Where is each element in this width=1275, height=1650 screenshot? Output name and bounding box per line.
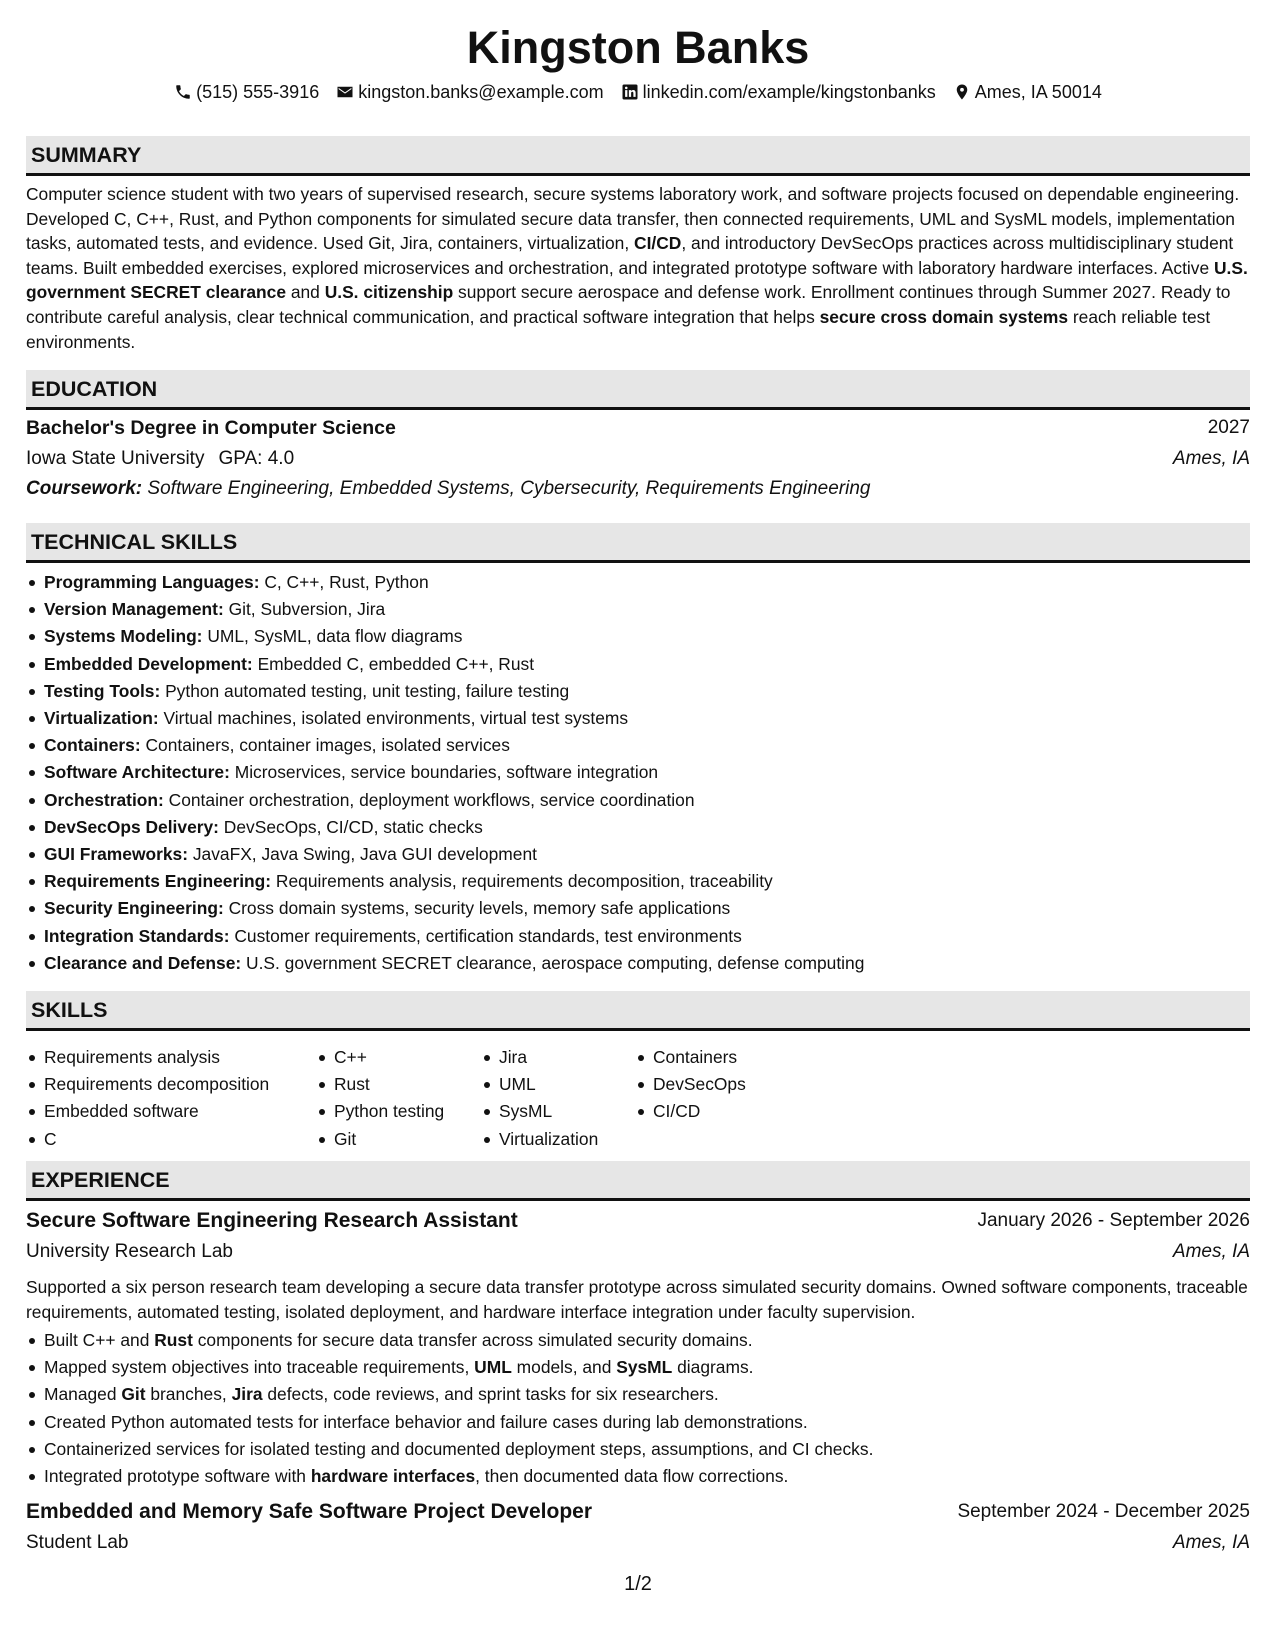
list-item	[26, 1409, 1250, 1436]
bullet-bold: SysML	[616, 1357, 673, 1378]
list-item: Requirements decomposition	[26, 1071, 316, 1098]
summary-part: , and introductory DevSecOps practices across multidisciplinary student teams. Built embedded exercises, explored microservices and orchestration, and integrated prototype software with laboratory hardware interfaces. Active	[26, 233, 1234, 278]
job-dates: September 2024 - December 2025	[957, 1501, 1250, 1522]
job-title: Secure Software Engineering Research Assistant	[26, 1209, 518, 1232]
summary-bold: U.S. government SECRET clearance	[26, 257, 1248, 303]
job-title: Embedded and Memory Safe Software Project Developer	[26, 1500, 592, 1523]
list-item: Git	[316, 1126, 481, 1153]
bullet-bold: Rust	[154, 1330, 193, 1350]
skill-values: Python automated testing, unit testing, failure testing	[160, 680, 570, 701]
skills-column	[481, 1044, 635, 1153]
list-item	[26, 1463, 1250, 1490]
summary-part: and	[286, 282, 325, 303]
skill-category: Embedded Development:	[44, 653, 253, 674]
skill-category: Requirements Engineering:	[44, 871, 272, 892]
list-item: Containers	[635, 1044, 815, 1071]
bullet-bold: hardware interfaces	[310, 1466, 476, 1487]
coursework-label: Coursework:	[26, 478, 143, 499]
degree-title: Bachelor's Degree in Computer Science	[26, 417, 396, 439]
list-item: CI/CD	[635, 1098, 815, 1125]
contact-phone[interactable]	[174, 80, 319, 104]
list-item	[26, 1354, 1250, 1381]
summary-part: Computer science student with two years of supervised research, secure systems laboratory work, and software projects focused on dependable engineering. Developed C, C++, Rust, and Python components for simulated secure data transfer, then connected requirements, UML and SysML models, implementation tasks, automated tests, and evidence. Used Git, Jira, containers, virtualization,	[26, 184, 1240, 254]
bullet-text: Integrated prototype software with	[44, 1466, 311, 1487]
skill-values: C, C++, Rust, Python	[259, 572, 429, 592]
experience-1-row-2	[26, 1240, 1250, 1265]
bullet-text: Containerized services for isolated testing and documented deployment steps, assumptions, and CI checks.	[44, 1438, 874, 1459]
list-item: Requirements analysis	[26, 1044, 316, 1071]
skill-values: Embedded C, embedded C++, Rust	[252, 653, 535, 674]
skill-values: UML, SysML, data flow diagrams	[202, 626, 463, 647]
list-item: C++	[316, 1044, 481, 1071]
skills-column	[635, 1044, 815, 1153]
job-organization: University Research Lab	[26, 1241, 233, 1262]
skill-category: Programming Languages:	[44, 572, 260, 592]
contact-linkedin[interactable]	[621, 80, 936, 104]
section-header-technical-skills: TECHNICAL SKILLS	[26, 523, 1250, 563]
skills-column	[316, 1044, 481, 1153]
list-item: SysML	[481, 1098, 635, 1125]
skill-values: DevSecOps, CI/CD, static checks	[218, 816, 483, 837]
list-item: DevSecOps	[635, 1071, 815, 1098]
skill-values: Customer requirements, certification standards, test environments	[229, 925, 742, 946]
job-description: Supported a six person research team developing a secure data transfer prototype across simulated security domains. Owned software components, traceable requirements, automated testing, isolated deployment, and hardware interface integration under faculty supervision.	[26, 1277, 1248, 1322]
experience-2-row-1	[26, 1500, 1250, 1525]
list-item	[26, 651, 1250, 678]
list-item: Jira	[481, 1044, 635, 1071]
section-header-summary: SUMMARY	[26, 136, 1250, 176]
school-line	[26, 447, 294, 472]
list-item	[26, 596, 1250, 623]
summary-bold: U.S. citizenship	[324, 282, 454, 303]
list-item	[26, 1327, 1250, 1354]
list-item	[26, 732, 1250, 759]
skill-category: DevSecOps Delivery:	[44, 816, 219, 837]
list-item	[26, 678, 1250, 705]
list-item	[26, 814, 1250, 841]
bullet-bold: Jira	[231, 1384, 263, 1405]
experience-2-row-2	[26, 1531, 1250, 1556]
skill-category: Clearance and Defense:	[44, 952, 242, 973]
page-number: 1/2	[624, 1573, 652, 1595]
summary-part: support secure aerospace and defense work. Enrollment continues through Summer 2027. Ready to contribute careful analysis, clear technical communication, and practical software integration that helps	[26, 282, 1231, 327]
section-header-skills: SKILLS	[26, 991, 1250, 1031]
skill-values: Requirements analysis, requirements decomposition, traceability	[271, 871, 773, 892]
bullet-text: Created Python automated tests for interface behavior and failure cases during lab demonstrations.	[44, 1411, 808, 1432]
list-item: UML	[481, 1071, 635, 1098]
job-bullets	[26, 1327, 1250, 1490]
bullet-text: branches,	[145, 1384, 232, 1405]
list-item	[26, 759, 1250, 786]
coursework-list: Software Engineering, Embedded Systems, Cybersecurity, Requirements Engineering	[142, 478, 871, 499]
job-dates: January 2026 - September 2026	[977, 1210, 1250, 1231]
bullet-text: models, and	[511, 1357, 617, 1378]
location-text: Ames, IA 50014	[974, 82, 1102, 102]
technical-skills-list	[26, 569, 1250, 977]
summary-bold: secure cross domain systems	[819, 306, 1069, 327]
list-item	[26, 705, 1250, 732]
email-text: kingston.banks@example.com	[358, 82, 604, 102]
phone-text: (515) 555-3916	[196, 82, 320, 102]
bullet-text: Managed	[44, 1384, 122, 1405]
candidate-name: Kingston Banks	[466, 22, 810, 73]
skill-category: GUI Frameworks:	[44, 844, 188, 865]
education-row-2	[26, 447, 1250, 472]
skill-values: JavaFX, Java Swing, Java GUI development	[188, 844, 537, 865]
education-row-1	[26, 416, 1250, 441]
list-item	[26, 841, 1250, 868]
list-item: C	[26, 1126, 316, 1153]
skill-category: Version Management:	[44, 599, 224, 620]
list-item	[26, 950, 1250, 977]
skill-values: Virtual machines, isolated environments, virtual test systems	[158, 708, 629, 729]
skill-category: Virtualization:	[44, 708, 159, 729]
list-item	[26, 787, 1250, 814]
bullet-text: , then documented data flow corrections.	[475, 1466, 789, 1487]
coursework	[26, 477, 1250, 501]
list-item	[26, 623, 1250, 650]
section-header-experience: EXPERIENCE	[26, 1161, 1250, 1201]
skill-values: U.S. government SECRET clearance, aerospace computing, defense computing	[241, 952, 865, 973]
gpa: GPA: 4.0	[218, 448, 295, 469]
list-item	[26, 569, 1250, 596]
summary-part: reach reliable test environments.	[26, 306, 1211, 352]
skill-category: Containers:	[44, 735, 141, 756]
skill-category: Systems Modeling:	[44, 626, 203, 647]
section-header-education: EDUCATION	[26, 370, 1250, 410]
list-item: Virtualization	[481, 1126, 635, 1153]
list-item	[26, 895, 1250, 922]
skill-category: Testing Tools:	[44, 680, 161, 701]
summary-text	[26, 182, 1250, 354]
envelope-icon	[336, 83, 354, 101]
resume-page	[26, 0, 1250, 1650]
bullet-text: diagrams.	[672, 1357, 754, 1378]
phone-icon	[174, 83, 192, 101]
job-organization: Student Lab	[26, 1532, 129, 1553]
map-pin-icon	[953, 83, 971, 101]
school-name: Iowa State University	[26, 448, 205, 469]
skill-values: Cross domain systems, security levels, memory safe applications	[223, 898, 731, 919]
skill-category: Integration Standards:	[44, 925, 230, 946]
skill-values: Microservices, service boundaries, software integration	[229, 762, 659, 783]
linkedin-text: linkedin.com/example/kingstonbanks	[642, 82, 936, 102]
skill-category: Security Engineering:	[44, 898, 224, 919]
contact-email[interactable]	[336, 80, 603, 104]
skill-values: Git, Subversion, Jira	[223, 599, 386, 620]
skills-grid	[26, 1044, 815, 1153]
list-item	[26, 923, 1250, 950]
bullet-text: components for secure data transfer across simulated security domains.	[192, 1330, 753, 1350]
skill-values: Containers, container images, isolated services	[140, 735, 510, 756]
list-item: Python testing	[316, 1098, 481, 1125]
skill-category: Software Architecture:	[44, 762, 230, 783]
job-location: Ames, IA	[1172, 1241, 1250, 1262]
list-item	[26, 868, 1250, 895]
contact-line	[26, 80, 1250, 104]
bullet-text: defects, code reviews, and sprint tasks for six researchers.	[262, 1384, 719, 1405]
contact-location	[953, 80, 1102, 104]
list-item: Rust	[316, 1071, 481, 1098]
skills-column	[26, 1044, 316, 1153]
experience-1-row-1	[26, 1209, 1250, 1234]
job-location: Ames, IA	[1172, 1532, 1250, 1553]
summary-bold: CI/CD	[634, 233, 682, 254]
bullet-text: Mapped system objectives into traceable requirements,	[44, 1357, 475, 1378]
graduation-year: 2027	[1207, 417, 1250, 438]
linkedin-icon	[621, 83, 639, 101]
bullet-bold: UML	[474, 1357, 512, 1378]
list-item	[26, 1381, 1250, 1408]
skill-category: Orchestration:	[44, 789, 164, 810]
bullet-bold: Git	[121, 1384, 146, 1405]
bullet-text: Built C++ and	[44, 1330, 155, 1350]
school-location: Ames, IA	[1172, 448, 1250, 469]
list-item	[26, 1436, 1250, 1463]
skill-values: Container orchestration, deployment workflows, service coordination	[163, 789, 695, 810]
list-item: Embedded software	[26, 1098, 316, 1125]
